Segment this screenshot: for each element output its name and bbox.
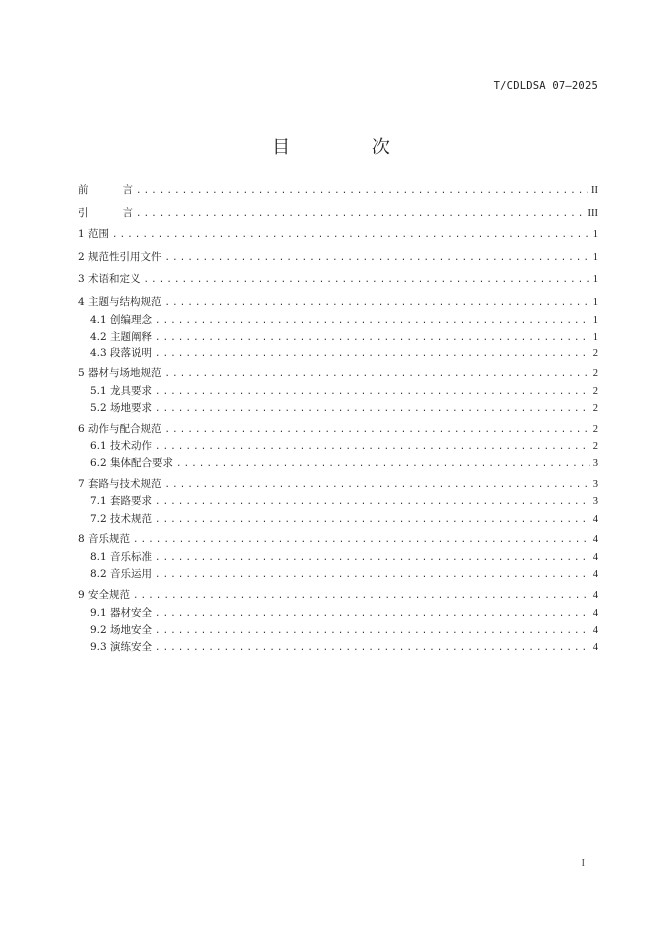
toc-entry-label: 7.1 套路要求 xyxy=(90,495,153,507)
toc-entry-page: 4 xyxy=(592,642,598,653)
toc-entry[interactable] xyxy=(78,227,598,242)
toc-leader-dots xyxy=(155,624,590,638)
toc-entry[interactable] xyxy=(90,346,598,361)
toc-leader-dots xyxy=(155,385,590,399)
toc-entry-label: 4.3 段落说明 xyxy=(90,347,153,359)
toc-leader-dots xyxy=(155,347,590,361)
toc-entry-page: 2 xyxy=(592,403,598,414)
toc-entry-page: 3 xyxy=(592,458,598,469)
toc-entry-page: 4 xyxy=(592,569,598,580)
toc-entry[interactable] xyxy=(90,330,598,345)
document-code: T/CDLDSA 07—2025 xyxy=(493,80,598,92)
toc-entry-page: 4 xyxy=(592,534,598,545)
toc-leader-dots xyxy=(136,184,588,198)
toc-entry-page: III xyxy=(587,208,598,219)
toc-entry-page: 4 xyxy=(592,625,598,636)
toc-entry-page: 4 xyxy=(592,590,598,601)
toc-entry-label: 8.1 音乐标准 xyxy=(90,551,153,563)
toc-leader-dots xyxy=(155,551,590,565)
toc-leader-dots xyxy=(165,367,590,381)
toc-leader-dots xyxy=(136,207,585,221)
toc-leader-dots xyxy=(133,589,590,603)
toc-entry-page: 2 xyxy=(592,368,598,379)
toc-entry-page: 4 xyxy=(592,514,598,525)
toc-entry-label: 8 音乐规范 xyxy=(78,533,131,545)
toc-entry-label: 3 术语和定义 xyxy=(78,273,141,285)
toc-entry[interactable] xyxy=(90,401,598,416)
toc-entry-page: 1 xyxy=(592,229,598,240)
toc-entry[interactable] xyxy=(90,439,598,454)
toc-entry[interactable] xyxy=(90,567,598,582)
toc-entry-page: 4 xyxy=(592,552,598,563)
toc-entry[interactable] xyxy=(78,532,598,547)
toc-entry[interactable] xyxy=(90,456,598,471)
toc-entry-label: 前言 xyxy=(78,184,133,196)
toc-leader-dots xyxy=(155,513,590,527)
toc-leader-dots xyxy=(155,314,590,328)
toc-entry[interactable] xyxy=(78,272,598,287)
toc-entry-label: 7 套路与技术规范 xyxy=(78,478,162,490)
toc-entry-label: 4 主题与结构规范 xyxy=(78,296,162,308)
toc-entry[interactable] xyxy=(90,640,598,655)
toc-entry-label: 2 规范性引用文件 xyxy=(78,251,162,263)
toc-entry-label: 1 范围 xyxy=(78,228,110,240)
toc-entry-label: 6.1 技术动作 xyxy=(90,440,153,452)
toc-leader-dots xyxy=(155,607,590,621)
toc-entry[interactable] xyxy=(90,313,598,328)
toc-entry-label: 6.2 集体配合要求 xyxy=(90,457,174,469)
toc-entry[interactable] xyxy=(90,550,598,565)
toc-entry-page: 2 xyxy=(592,386,598,397)
toc-leader-dots xyxy=(144,273,590,287)
toc-entry-label: 6 动作与配合规范 xyxy=(78,423,162,435)
toc-entry-label: 9.2 场地安全 xyxy=(90,624,153,636)
toc-entry-label: 5 器材与场地规范 xyxy=(78,367,162,379)
toc-entry-label: 9 安全规范 xyxy=(78,589,131,601)
toc-entry-label: 5.2 场地要求 xyxy=(90,402,153,414)
toc-entry-page: II xyxy=(591,185,598,196)
toc-entry-label: 引言 xyxy=(78,207,133,219)
toc-leader-dots xyxy=(165,296,590,310)
toc-entry-label: 4.1 创编理念 xyxy=(90,314,153,326)
toc-leader-dots xyxy=(165,478,590,492)
toc-entry-page: 1 xyxy=(592,315,598,326)
toc-leader-dots xyxy=(155,641,590,655)
toc-leader-dots xyxy=(112,228,590,242)
toc-leader-dots xyxy=(155,495,590,509)
toc-entry-page: 3 xyxy=(592,479,598,490)
toc-entry-page: 1 xyxy=(592,297,598,308)
toc-entry[interactable] xyxy=(78,183,598,198)
toc-entry-label: 4.2 主题阐释 xyxy=(90,331,153,343)
toc-leader-dots xyxy=(155,440,590,454)
toc-leader-dots xyxy=(165,423,590,437)
toc-entry[interactable] xyxy=(90,494,598,509)
toc-entry[interactable] xyxy=(78,588,598,603)
toc-entry-page: 2 xyxy=(592,348,598,359)
toc-entry[interactable] xyxy=(78,366,598,381)
footer-page-number: I xyxy=(581,858,585,869)
toc-leader-dots xyxy=(176,457,590,471)
toc-entry-label: 7.2 技术规范 xyxy=(90,513,153,525)
toc-entry-page: 1 xyxy=(592,274,598,285)
toc-entry[interactable] xyxy=(78,295,598,310)
toc-leader-dots xyxy=(165,251,590,265)
toc-entry-page: 4 xyxy=(592,608,598,619)
toc-entry[interactable] xyxy=(78,250,598,265)
toc-entry-label: 9.1 器材安全 xyxy=(90,607,153,619)
toc-entry-page: 2 xyxy=(592,424,598,435)
toc-entry[interactable] xyxy=(78,206,598,221)
toc-entry[interactable] xyxy=(78,477,598,492)
toc-leader-dots xyxy=(155,402,590,416)
toc-entry-label: 5.1 龙具要求 xyxy=(90,385,153,397)
toc-entry-page: 1 xyxy=(592,332,598,343)
toc-entry-page: 3 xyxy=(592,496,598,507)
toc-leader-dots xyxy=(155,331,590,345)
toc-entry[interactable] xyxy=(78,422,598,437)
toc-entry-page: 1 xyxy=(592,252,598,263)
toc-leader-dots xyxy=(155,568,590,582)
toc-entry-label: 8.2 音乐运用 xyxy=(90,568,153,580)
page-title: 目 次 xyxy=(272,137,428,158)
toc-entry[interactable] xyxy=(90,606,598,621)
toc-entry[interactable] xyxy=(90,384,598,399)
toc-entry[interactable] xyxy=(90,512,598,527)
toc-entry[interactable] xyxy=(90,623,598,638)
toc-entry-page: 2 xyxy=(592,441,598,452)
toc-entry-label: 9.3 演练安全 xyxy=(90,641,153,653)
toc-leader-dots xyxy=(133,533,590,547)
